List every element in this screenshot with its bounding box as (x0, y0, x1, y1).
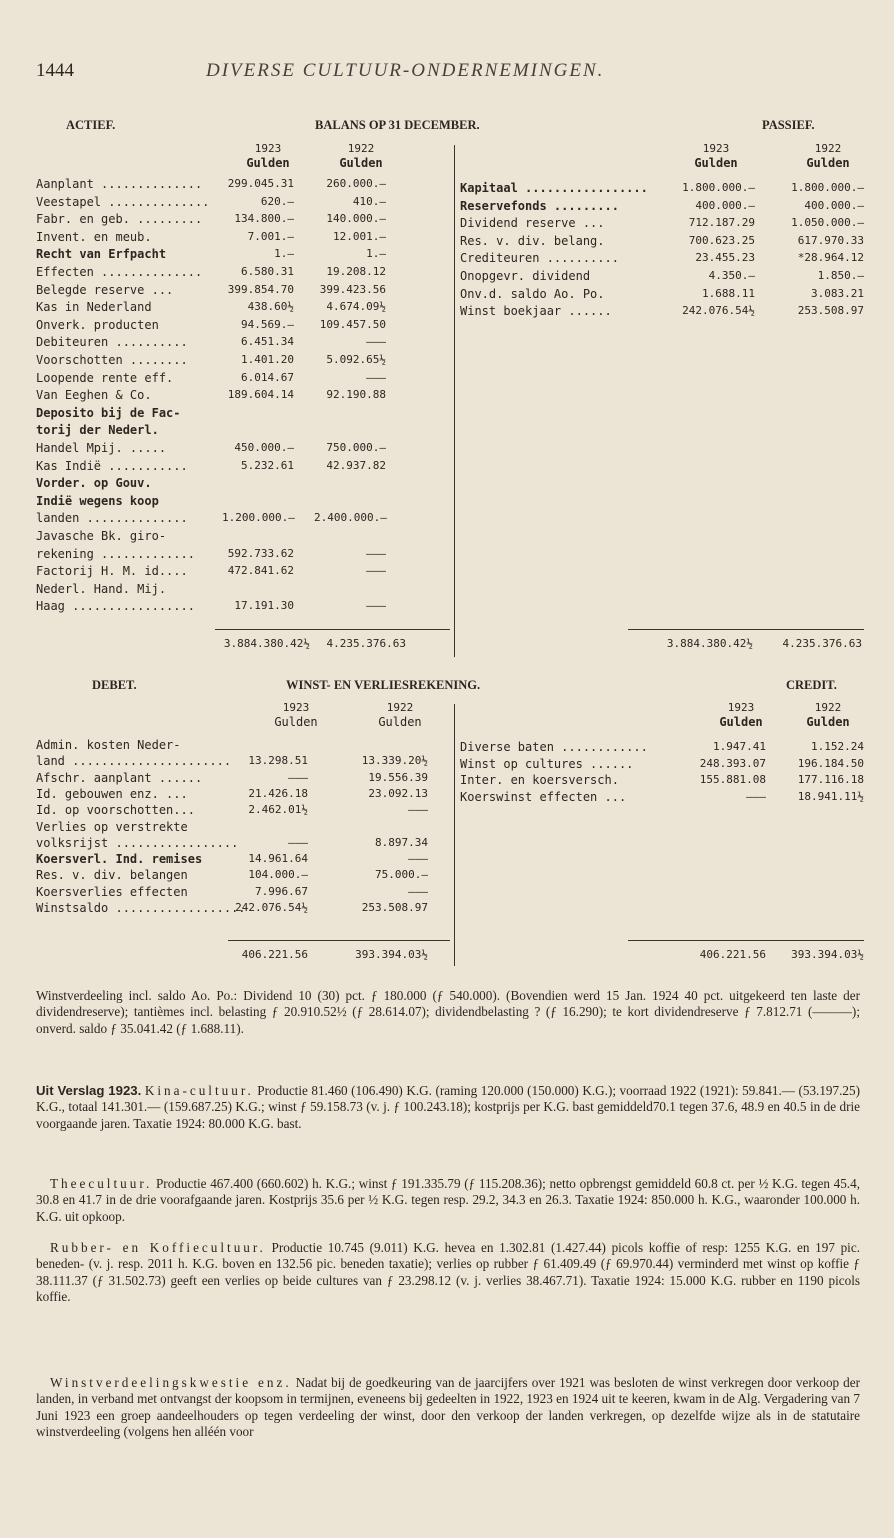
row-label: Onv.d. saldo Ao. Po. (460, 286, 605, 301)
year-1922: 1922 (386, 701, 414, 714)
value-1922: ——— (408, 803, 428, 817)
value-1923: 7.001.— (247, 229, 294, 243)
year-1923: 1923 (702, 142, 730, 155)
value-1922: 1.— (366, 247, 386, 261)
kina-text: Productie 81.460 (106.490) K.G. (raming 120.000 (150.000) K.G.); voorraad 1922 (1921): 59.841.— (53.197.25) K.G., totaal 141.301.— (159.687.25) K.G.; winst ƒ 59.158.73 (v. j. ƒ 100.243.18); kostprijs per K.G. bast gemiddeld70.1 tegen 37.6, 48.9 en 40.5 in de drie voorgaande jaren. Taxatie 1924: 80.000 K.G. bast. (36, 1083, 860, 1131)
row-label: Diverse baten ............ (460, 740, 648, 754)
row-label: Indië wegens koop (36, 493, 159, 508)
row-label: volksrijst ................. (36, 835, 239, 850)
value-1923: 472.841.62 (227, 564, 294, 578)
unit-gulden: Gulden (806, 156, 850, 170)
year-1922: 1922 (814, 142, 842, 155)
row-label: Debiteuren .......... (36, 335, 188, 350)
page-number: 1444 (36, 60, 74, 81)
value-1923: 6.580.31 (241, 265, 294, 278)
unit-gulden: Gulden (378, 715, 422, 729)
year-1922: 1922 (814, 701, 842, 714)
value-1923: ——— (288, 835, 308, 849)
balans-title: BALANS OP 31 DECEMBER. (315, 118, 480, 132)
row-label: Handel Mpij. ..... (36, 441, 167, 455)
row-label: Belegde reserve ... (36, 282, 174, 297)
row-label: Haag ................. (36, 599, 195, 614)
year-1923: 1923 (254, 142, 282, 155)
row-label: Res. v. div. belang. (460, 233, 605, 248)
value-1923: 1.947.41 (713, 740, 766, 753)
unit-gulden: Gulden (339, 156, 383, 170)
actief-total-1922: 4.235.376.63 (326, 637, 406, 650)
value-1922: 5.092.65½ (326, 353, 386, 366)
balans-actief-heading: ACTIEF. (66, 118, 116, 132)
value-1922: 1.152.24 (811, 740, 864, 753)
value-1923: 438.60½ (247, 300, 294, 314)
value-1923: 155.881.08 (699, 773, 766, 786)
value-1923: ——— (288, 770, 308, 784)
row-label: landen .............. (36, 511, 188, 526)
winst-credit-heading: CREDIT. (786, 678, 837, 692)
value-1922: 19.556.39 (368, 770, 428, 784)
actief-total-1923: 3.884.380.42½ (223, 637, 310, 650)
value-1923: 104.000.— (248, 868, 308, 882)
row-label: Kapitaal ................. (460, 181, 648, 195)
balans-passief-heading: PASSIEF. (762, 118, 815, 132)
winst-debet-heading: DEBET. (92, 678, 137, 692)
unit-gulden: Gulden (246, 156, 290, 170)
kwestie-heading: Winstverdeelingskwestie enz. (50, 1375, 292, 1390)
row-label: Dividend reserve ... (460, 216, 605, 231)
value-1922: 253.508.97 (797, 304, 864, 318)
row-label: Winst op cultures ...... (460, 756, 634, 771)
value-1922: 75.000.— (375, 868, 428, 882)
value-1923: 1.— (274, 247, 294, 261)
rubber-heading: Rubber- en Koffiecultuur. (50, 1240, 266, 1255)
row-label: Loopende rente eff. (36, 370, 174, 385)
row-label: Inter. en koersversch. (460, 773, 619, 787)
rubber-paragraph (36, 1240, 860, 1305)
value-1923: 399.854.70 (227, 282, 294, 296)
unit-gulden: Gulden (806, 715, 850, 729)
row-label: Voorschotten ........ (36, 353, 188, 367)
value-1922: 4.674.09½ (326, 300, 386, 314)
kina-paragraph (36, 1083, 860, 1132)
credit-total-1922: 393.394.03½ (791, 948, 864, 961)
running-title: DIVERSE CULTUUR-ONDERNEMINGEN. (206, 60, 605, 81)
row-label: rekening ............. (36, 546, 195, 561)
unit-gulden: Gulden (719, 715, 763, 729)
value-1922: 18.941.11½ (797, 789, 864, 803)
verslag-lead: Uit Verslag 1923. (36, 1083, 142, 1098)
row-label: Kas in Nederland (36, 300, 152, 315)
row-label: Id. op voorschotten... (36, 803, 195, 818)
value-1923: ——— (746, 789, 766, 803)
value-1923: 620.— (260, 194, 294, 208)
row-label: Onverk. producten (36, 317, 159, 332)
value-1922: 399.423.56 (319, 282, 386, 296)
value-1923: 700.623.25 (688, 233, 755, 247)
row-label: Veestapel .............. (36, 194, 210, 209)
value-1922: 410.— (352, 194, 386, 208)
value-1923: 5.232.61 (241, 458, 294, 472)
value-1922: 13.339.20½ (361, 754, 428, 768)
kina-heading: Kina-cultuur. (144, 1083, 254, 1098)
value-1922: ——— (366, 335, 386, 349)
row-label: Recht van Erfpacht (36, 247, 167, 262)
value-1923: 6.014.67 (241, 370, 294, 384)
row-label: Winstsaldo .................. (36, 901, 246, 915)
value-1923: 242.076.54½ (682, 304, 755, 318)
value-1922: ——— (366, 564, 386, 578)
row-label: Deposito bij de Fac- (36, 405, 181, 420)
value-1923: 1.688.11 (702, 286, 755, 300)
row-label: Van Eeghen & Co. (36, 388, 152, 403)
value-1923: 248.393.07 (699, 756, 766, 770)
value-1922: 42.937.82 (326, 458, 386, 472)
value-1923: 592.733.62 (227, 546, 294, 560)
value-1922: 1.850.— (817, 269, 864, 282)
value-1923: 4.350.— (708, 269, 755, 282)
row-label: Fabr. en geb. ......... (36, 212, 203, 227)
value-1922: ——— (366, 370, 386, 384)
value-1922: ——— (366, 599, 386, 613)
row-label: Admin. kosten Neder- (36, 738, 181, 752)
winst-title: WINST- EN VERLIESREKENING. (286, 678, 481, 692)
value-1922: 253.508.97 (361, 901, 428, 914)
value-1923: 189.604.14 (227, 388, 294, 402)
year-1922: 1922 (347, 142, 375, 155)
passief-total-1923: 3.884.380.42½ (666, 637, 753, 650)
value-1923: 400.000.— (695, 198, 755, 212)
row-label: Id. gebouwen enz. ... (36, 786, 188, 801)
debet-total-1923: 406.221.56 (241, 948, 308, 961)
value-1922: 750.000.— (326, 441, 386, 454)
value-1923: 242.076.54½ (235, 901, 308, 914)
value-1923: 17.191.30 (234, 599, 294, 613)
row-label: Factorij H. M. id.... (36, 564, 188, 579)
credit-total-1923: 406.221.56 (699, 948, 766, 961)
unit-gulden: Gulden (274, 715, 318, 729)
row-label: torij der Nederl. (36, 423, 159, 438)
value-1923: 450.000.— (234, 441, 294, 454)
value-1922: 400.000.— (804, 198, 864, 212)
value-1922: ——— (366, 546, 386, 560)
value-1922: 2.400.000.— (314, 511, 387, 525)
row-label: Javasche Bk. giro- (36, 529, 167, 543)
value-1922: 1.050.000.— (791, 216, 864, 230)
value-1922: 1.800.000.— (791, 181, 864, 194)
thee-text: Productie 467.400 (660.602) h. K.G.; winst ƒ 191.335.79 (ƒ 115.208.36); netto opbrengst gemiddeld 60.8 ct. per ½ K.G. tegen 45.4, 30.8 en 41.7 in de drie voorafgaande jaren. Kostprijs 35.6 per ½ K.G. tegen resp. 29.2, 34.3 en 26.3. Taxatie 1924: 850.000 h. K.G., waaronder 100.000 h. K.G. uit opkoop. (36, 1176, 860, 1224)
value-1923: 1.200.000.— (222, 511, 295, 525)
row-label: Nederl. Hand. Mij. (36, 581, 167, 596)
actief-total-rule (215, 629, 450, 630)
row-label: Afschr. aanplant ...... (36, 770, 203, 785)
balans-column-divider (454, 145, 455, 657)
row-label: Vorder. op Gouv. (36, 476, 152, 491)
winst-column-divider (454, 704, 455, 966)
row-label: Kas Indië ........... (36, 458, 188, 473)
value-1923: 299.045.31 (227, 177, 294, 190)
value-1923: 6.451.34 (241, 335, 294, 349)
value-1922: ——— (408, 852, 428, 866)
year-1923: 1923 (282, 701, 310, 714)
value-1922: 12.001.— (333, 229, 386, 243)
row-label: Aanplant .............. (36, 177, 203, 191)
row-label: land ...................... (36, 754, 232, 769)
value-1923: 2.462.01½ (248, 803, 308, 817)
unit-gulden: Gulden (694, 156, 738, 170)
row-label: Res. v. div. belangen (36, 868, 188, 883)
value-1922: 8.897.34 (375, 835, 428, 849)
debet-total-1922: 393.394.03½ (355, 948, 428, 961)
passief-total-1922: 4.235.376.63 (782, 637, 862, 650)
value-1923: 712.187.29 (688, 216, 755, 230)
winstverdeeling-paragraph: Winstverdeeling incl. saldo Ao. Po.: Dividend 10 (30) pct. ƒ 180.000 (ƒ 540.000). (Bovendien werd 15 Jan. 1924 40 pct. uitgekeerd ten laste der dividendreserve); tantièmes incl. belasting ƒ 20.910.52½ (ƒ 28.614.07); dividendbelasting ? (ƒ 16.290); te kort dividendreserve ƒ 7.812.71 (———); onverd. saldo ƒ 35.041.42 (ƒ 1.688.11). (36, 988, 860, 1036)
value-1922: 92.190.88 (326, 388, 386, 402)
kwestie-text: Nadat bij de goedkeuring van de jaarcijfers over 1921 was besloten de winst verkregen door verkoop der landen, in verband met ontvangst der koopsom in termijnen, eveneens bij gedeelten in 1922, 1923 en 1924 uit te keeren, kwam in de Alg. Vergadering van 7 Juni 1923 een groep aandeelhouders op tegen verdeeling der winst, door den verkoop der landen verkregen, op dezelfde wijze als in de statutaire winstverdeeling (volgens hen alléén voor (36, 1375, 860, 1439)
row-label: Koerswinst effecten ... (460, 789, 627, 804)
value-1923: 134.800.— (234, 212, 294, 226)
value-1922: 177.116.18 (797, 773, 864, 786)
thee-heading: Theecultuur. (50, 1176, 153, 1191)
value-1923: 1.401.20 (241, 353, 294, 366)
value-1923: 23.455.23 (695, 251, 755, 265)
row-label: Invent. en meub. (36, 229, 152, 244)
row-label: Winst boekjaar ...... (460, 304, 612, 319)
row-label: Reservefonds ......... (460, 198, 619, 213)
value-1923: 21.426.18 (248, 786, 308, 800)
value-1922: 19.208.12 (326, 265, 386, 278)
row-label: Crediteuren .......... (460, 251, 619, 266)
debet-total-rule (228, 940, 450, 941)
value-1922: 23.092.13 (368, 786, 428, 800)
value-1923: 7.996.67 (255, 884, 308, 898)
value-1923: 1.800.000.— (682, 181, 755, 194)
kwestie-paragraph (36, 1375, 860, 1440)
page-header (36, 60, 858, 90)
value-1922: 196.184.50 (797, 756, 864, 770)
value-1923: 13.298.51 (248, 754, 308, 768)
value-1922: 109.457.50 (319, 317, 386, 331)
row-label: Effecten .............. (36, 265, 203, 279)
value-1922: 3.083.21 (811, 286, 864, 300)
value-1923: 14.961.64 (248, 852, 308, 866)
value-1922: *28.964.12 (797, 251, 864, 265)
row-label: Verlies op verstrekte (36, 819, 188, 834)
value-1922: 617.970.33 (797, 233, 864, 247)
row-label: Koersverl. Ind. remises (36, 852, 203, 867)
row-label: Koersverlies effecten (36, 884, 188, 899)
value-1922: 260.000.— (326, 177, 386, 190)
credit-total-rule (628, 940, 864, 941)
row-label: Onopgevr. dividend (460, 269, 591, 283)
value-1923: 94.569.— (241, 317, 294, 331)
passief-total-rule (628, 629, 864, 630)
value-1922: 140.000.— (326, 212, 386, 226)
year-1923: 1923 (727, 701, 755, 714)
rubber-text: Productie 10.745 (9.011) K.G. hevea en 1.302.81 (1.427.44) picols koffie of resp: 1255 K.G. en 197 pic. beneden- (v. j. resp. 2011 h. K.G. boven en 132.56 pic. beneden taxatie); verlies op rubber ƒ 61.409.49 (ƒ 69.970.44) verminderd met winst op koffie ƒ 38.111.37 (ƒ 31.502.73) geeft een verlies op beide cultures van ƒ 23.298.12 (v. j. verlies 38.467.71). Taxatie 1924: 15.000 K.G. rubber en 1190 picols koffie. (36, 1240, 860, 1304)
thee-paragraph (36, 1176, 860, 1225)
value-1922: ——— (408, 884, 428, 898)
